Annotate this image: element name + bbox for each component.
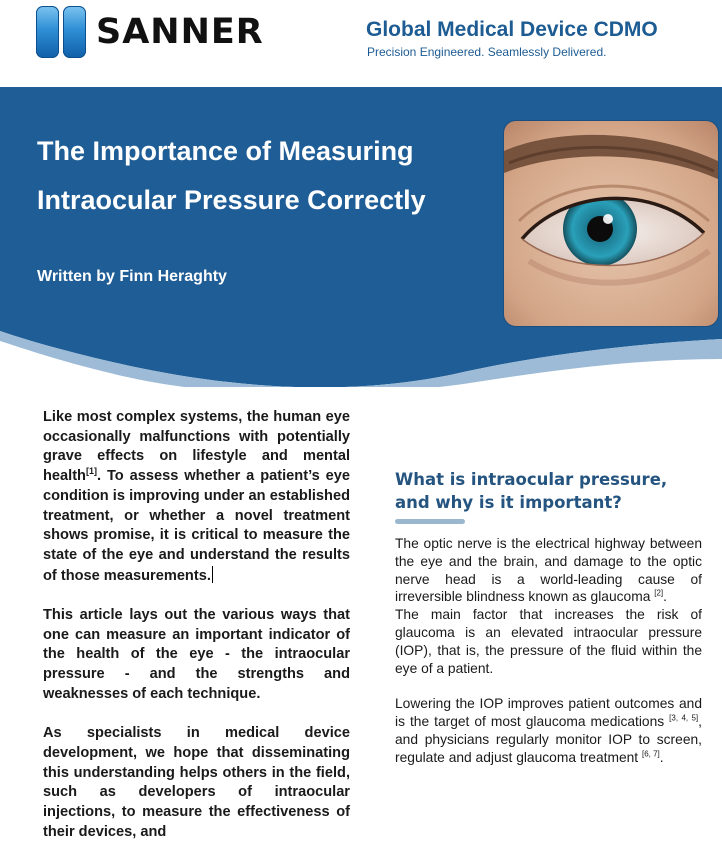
company-title: Global Medical Device CDMO [366, 18, 658, 41]
intro-paragraph-2: This article lays out the various ways that one can measure an important indicator of the health of the eye - the intraocular pressure - and the strengths and weaknesses of each technique. [43, 607, 350, 702]
intro-paragraph-3: As specialists in medical device development, we hope that disseminating this understanding helps others in the field, such as developers of intraocular injections, to measure the effectiveness of their devices, and [43, 725, 350, 840]
section-body [395, 535, 702, 766]
sanner-logo [36, 6, 264, 58]
intro-paragraph-1: Like most complex systems, the human eye occasionally malfunctions with potentially grave effects on lifestyle and mental health[1]. To assess whether a patient’s eye condition is improving under an established treatment, or whether a novel treatment shows promise, it is critical to measure the state of the eye and understand the results of those measurements. [43, 409, 350, 584]
citation-2[interactable]: [2] [654, 588, 664, 598]
logo-mark-icon [36, 6, 86, 58]
section-heading: What is intraocular pressure, and why is it important? [395, 470, 668, 512]
article-intro-column [43, 408, 350, 862]
section-paragraph-2: The main factor that increases the risk of glaucoma is an elevated intraocular pressure (IOP), that is, the pressure of the fluid within the eye of a patient. [395, 607, 702, 676]
article-title-line-2: Intraocular Pressure Correctly [37, 185, 426, 215]
article-author: Written by Finn Heraghty [37, 268, 227, 285]
text-cursor [212, 566, 213, 583]
citation-6-7[interactable]: [6, 7] [641, 748, 660, 758]
citation-1[interactable]: [1] [85, 466, 97, 477]
eye-photo [504, 121, 718, 326]
citation-3-5[interactable]: [3, 4, 5] [669, 713, 699, 723]
article-title-line-1: The Importance of Measuring [37, 136, 414, 166]
heading-underline [395, 519, 465, 524]
section-paragraph-3: Lowering the IOP improves patient outcomes and is the target of most glaucoma medications [3, 4, 5], and physicians regularly monitor IOP to screen, regulate and adjust glaucoma treatment [6, 7]. [395, 696, 703, 765]
section-paragraph-1: The optic nerve is the electrical highway between the eye and the brain, and damage to the optic nerve head is a world-leading cause of irreversible blindness known as glaucoma [2]. [395, 536, 702, 605]
logo-text: SANNER [96, 12, 264, 52]
company-tagline: Precision Engineered. Seamlessly Delivered. [367, 45, 607, 59]
